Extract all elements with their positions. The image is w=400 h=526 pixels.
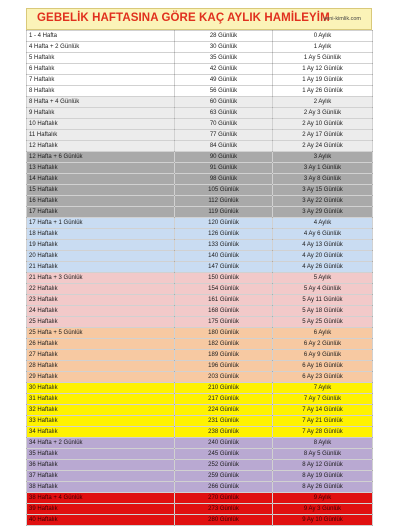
months-cell: 1 Ay 5 Günlük [273,53,373,64]
week-cell: 13 Haftalık [27,163,175,174]
days-cell: 270 Günlük [175,493,273,504]
days-cell: 182 Günlük [175,339,273,350]
days-cell: 245 Günlük [175,449,273,460]
week-cell: 8 Haftalık [27,86,175,97]
days-cell: 238 Günlük [175,427,273,438]
days-cell: 252 Günlük [175,460,273,471]
week-cell: 20 Haftalık [27,251,175,262]
days-cell: 147 Günlük [175,262,273,273]
table-row [27,42,373,53]
days-cell: 49 Günlük [175,75,273,86]
months-cell: 7 Ay 21 Günlük [273,416,373,427]
days-cell: 217 Günlük [175,394,273,405]
months-cell: 8 Ay 26 Günlük [273,482,373,493]
week-cell: 30 Haftalık [27,383,175,394]
table-row [27,394,373,405]
table-row [27,383,373,394]
months-cell: 3 Ay 1 Günlük [273,163,373,174]
table-row [27,152,373,163]
week-cell: 38 Hafta + 4 Günlük [27,493,175,504]
days-cell: 280 Günlük [175,515,273,526]
days-cell: 140 Günlük [175,251,273,262]
table-row [27,295,373,306]
table-row [27,449,373,460]
week-cell: 17 Hafta + 1 Günlük [27,218,175,229]
days-cell: 30 Günlük [175,42,273,53]
months-cell: 0 Aylık [273,31,373,42]
days-cell: 60 Günlük [175,97,273,108]
table-row [27,75,373,86]
months-cell: 3 Ay 15 Günlük [273,185,373,196]
table-row [27,504,373,515]
week-cell: 18 Haftalık [27,229,175,240]
days-cell: 70 Günlük [175,119,273,130]
table-row [27,471,373,482]
days-cell: 189 Günlük [175,350,273,361]
week-cell: 36 Haftalık [27,460,175,471]
months-cell: 8 Ay 12 Günlük [273,460,373,471]
week-cell: 23 Haftalık [27,295,175,306]
days-cell: 210 Günlük [175,383,273,394]
months-cell: 2 Aylık [273,97,373,108]
week-cell: 35 Haftalık [27,449,175,460]
week-cell: 11 Haftalık [27,130,175,141]
week-cell: 8 Hafta + 4 Günlük [27,97,175,108]
table-row [27,328,373,339]
week-cell: 39 Haftalık [27,504,175,515]
week-cell: 29 Haftalık [27,372,175,383]
table-row [27,174,373,185]
table-row [27,185,373,196]
days-cell: 203 Günlük [175,372,273,383]
months-cell: 7 Ay 14 Günlük [273,405,373,416]
months-cell: 2 Ay 10 Günlük [273,119,373,130]
months-cell: 3 Ay 22 Günlük [273,196,373,207]
months-cell: 8 Ay 5 Günlük [273,449,373,460]
week-cell: 28 Haftalık [27,361,175,372]
table-row [27,427,373,438]
table-row [27,31,373,42]
week-cell: 17 Haftalık [27,207,175,218]
week-cell: 1 - 4 Hafta [27,31,175,42]
week-cell: 15 Haftalık [27,185,175,196]
table-row [27,251,373,262]
days-cell: 175 Günlük [175,317,273,328]
months-cell: 9 Ay 3 Günlük [273,504,373,515]
week-cell: 33 Haftalık [27,416,175,427]
week-cell: 7 Haftalık [27,75,175,86]
table-row [27,53,373,64]
table-row [27,130,373,141]
table-row [27,405,373,416]
table-row [27,350,373,361]
months-cell: 9 Aylık [273,493,373,504]
months-cell: 6 Aylık [273,328,373,339]
months-cell: 1 Aylık [273,42,373,53]
days-cell: 266 Günlük [175,482,273,493]
months-cell: 5 Ay 18 Günlük [273,306,373,317]
week-cell: 5 Haftalık [27,53,175,64]
months-cell: 5 Aylık [273,273,373,284]
site-watermark: yeni-kimlik.com [323,16,361,22]
week-cell: 19 Haftalık [27,240,175,251]
months-cell: 7 Ay 7 Günlük [273,394,373,405]
days-cell: 240 Günlük [175,438,273,449]
pregnancy-week-table-sheet [26,8,372,526]
table-row [27,372,373,383]
months-cell: 4 Ay 20 Günlük [273,251,373,262]
days-cell: 63 Günlük [175,108,273,119]
week-cell: 16 Haftalık [27,196,175,207]
table-row [27,108,373,119]
week-cell: 22 Haftalık [27,284,175,295]
days-cell: 112 Günlük [175,196,273,207]
months-cell: 3 Aylık [273,152,373,163]
months-cell: 1 Ay 26 Günlük [273,86,373,97]
week-cell: 32 Haftalık [27,405,175,416]
days-cell: 231 Günlük [175,416,273,427]
months-cell: 5 Ay 4 Günlük [273,284,373,295]
week-cell: 4 Hafta + 2 Günlük [27,42,175,53]
days-cell: 154 Günlük [175,284,273,295]
table-row [27,218,373,229]
table-row [27,306,373,317]
week-cell: 40 Haftalık [27,515,175,526]
week-cell: 24 Haftalık [27,306,175,317]
table-row [27,229,373,240]
months-cell: 7 Ay 28 Günlük [273,427,373,438]
table-row [27,438,373,449]
months-cell: 7 Aylık [273,383,373,394]
months-cell: 3 Ay 8 Günlük [273,174,373,185]
months-cell: 4 Aylık [273,218,373,229]
months-cell: 3 Ay 29 Günlük [273,207,373,218]
months-cell: 1 Ay 19 Günlük [273,75,373,86]
days-cell: 90 Günlük [175,152,273,163]
months-cell: 8 Ay 19 Günlük [273,471,373,482]
week-cell: 26 Haftalık [27,339,175,350]
days-cell: 119 Günlük [175,207,273,218]
table-header [26,8,372,30]
table-body [27,31,373,526]
months-cell: 2 Ay 3 Günlük [273,108,373,119]
week-cell: 34 Hafta + 2 Günlük [27,438,175,449]
months-cell: 6 Ay 23 Günlük [273,372,373,383]
months-cell: 4 Ay 13 Günlük [273,240,373,251]
table-row [27,240,373,251]
week-cell: 25 Haftalık [27,317,175,328]
months-cell: 6 Ay 16 Günlük [273,361,373,372]
table-row [27,361,373,372]
days-cell: 91 Günlük [175,163,273,174]
months-cell: 8 Aylık [273,438,373,449]
table-row [27,515,373,526]
table-row [27,196,373,207]
table-row [27,119,373,130]
week-cell: 34 Haftalık [27,427,175,438]
days-cell: 161 Günlük [175,295,273,306]
days-cell: 120 Günlük [175,218,273,229]
table-row [27,97,373,108]
days-cell: 133 Günlük [175,240,273,251]
months-cell: 1 Ay 12 Günlük [273,64,373,75]
months-cell: 5 Ay 11 Günlük [273,295,373,306]
days-cell: 150 Günlük [175,273,273,284]
table-row [27,482,373,493]
months-cell: 4 Ay 26 Günlük [273,262,373,273]
days-cell: 35 Günlük [175,53,273,64]
table-row [27,317,373,328]
table-row [27,207,373,218]
table-row [27,163,373,174]
days-cell: 77 Günlük [175,130,273,141]
table-row [27,460,373,471]
week-cell: 10 Haftalık [27,119,175,130]
week-cell: 12 Hafta + 6 Günlük [27,152,175,163]
table-row [27,64,373,75]
months-cell: 6 Ay 2 Günlük [273,339,373,350]
week-cell: 21 Haftalık [27,262,175,273]
table-title: GEBELİK HAFTASINA GÖRE KAÇ AYLIK HAMİLEYİM [37,12,330,24]
days-cell: 168 Günlük [175,306,273,317]
days-cell: 105 Günlük [175,185,273,196]
months-cell: 6 Ay 9 Günlük [273,350,373,361]
table-row [27,416,373,427]
week-cell: 14 Haftalık [27,174,175,185]
week-cell: 31 Haftalık [27,394,175,405]
week-cell: 9 Haftalık [27,108,175,119]
days-cell: 273 Günlük [175,504,273,515]
months-cell: 9 Ay 10 Günlük [273,515,373,526]
months-cell: 2 Ay 24 Günlük [273,141,373,152]
table-row [27,262,373,273]
table-row [27,273,373,284]
week-cell: 37 Haftalık [27,471,175,482]
days-cell: 196 Günlük [175,361,273,372]
week-cell: 27 Haftalık [27,350,175,361]
week-cell: 21 Hafta + 3 Günlük [27,273,175,284]
pregnancy-week-table [26,30,373,526]
table-row [27,493,373,504]
table-row [27,339,373,350]
week-cell: 12 Haftalık [27,141,175,152]
months-cell: 5 Ay 25 Günlük [273,317,373,328]
months-cell: 2 Ay 17 Günlük [273,130,373,141]
months-cell: 4 Ay 6 Günlük [273,229,373,240]
table-row [27,141,373,152]
table-row [27,284,373,295]
table-row [27,86,373,97]
days-cell: 56 Günlük [175,86,273,97]
days-cell: 28 Günlük [175,31,273,42]
week-cell: 38 Haftalık [27,482,175,493]
days-cell: 126 Günlük [175,229,273,240]
days-cell: 259 Günlük [175,471,273,482]
days-cell: 84 Günlük [175,141,273,152]
days-cell: 180 Günlük [175,328,273,339]
days-cell: 98 Günlük [175,174,273,185]
days-cell: 224 Günlük [175,405,273,416]
week-cell: 6 Haftalık [27,64,175,75]
week-cell: 25 Hafta + 5 Günlük [27,328,175,339]
days-cell: 42 Günlük [175,64,273,75]
